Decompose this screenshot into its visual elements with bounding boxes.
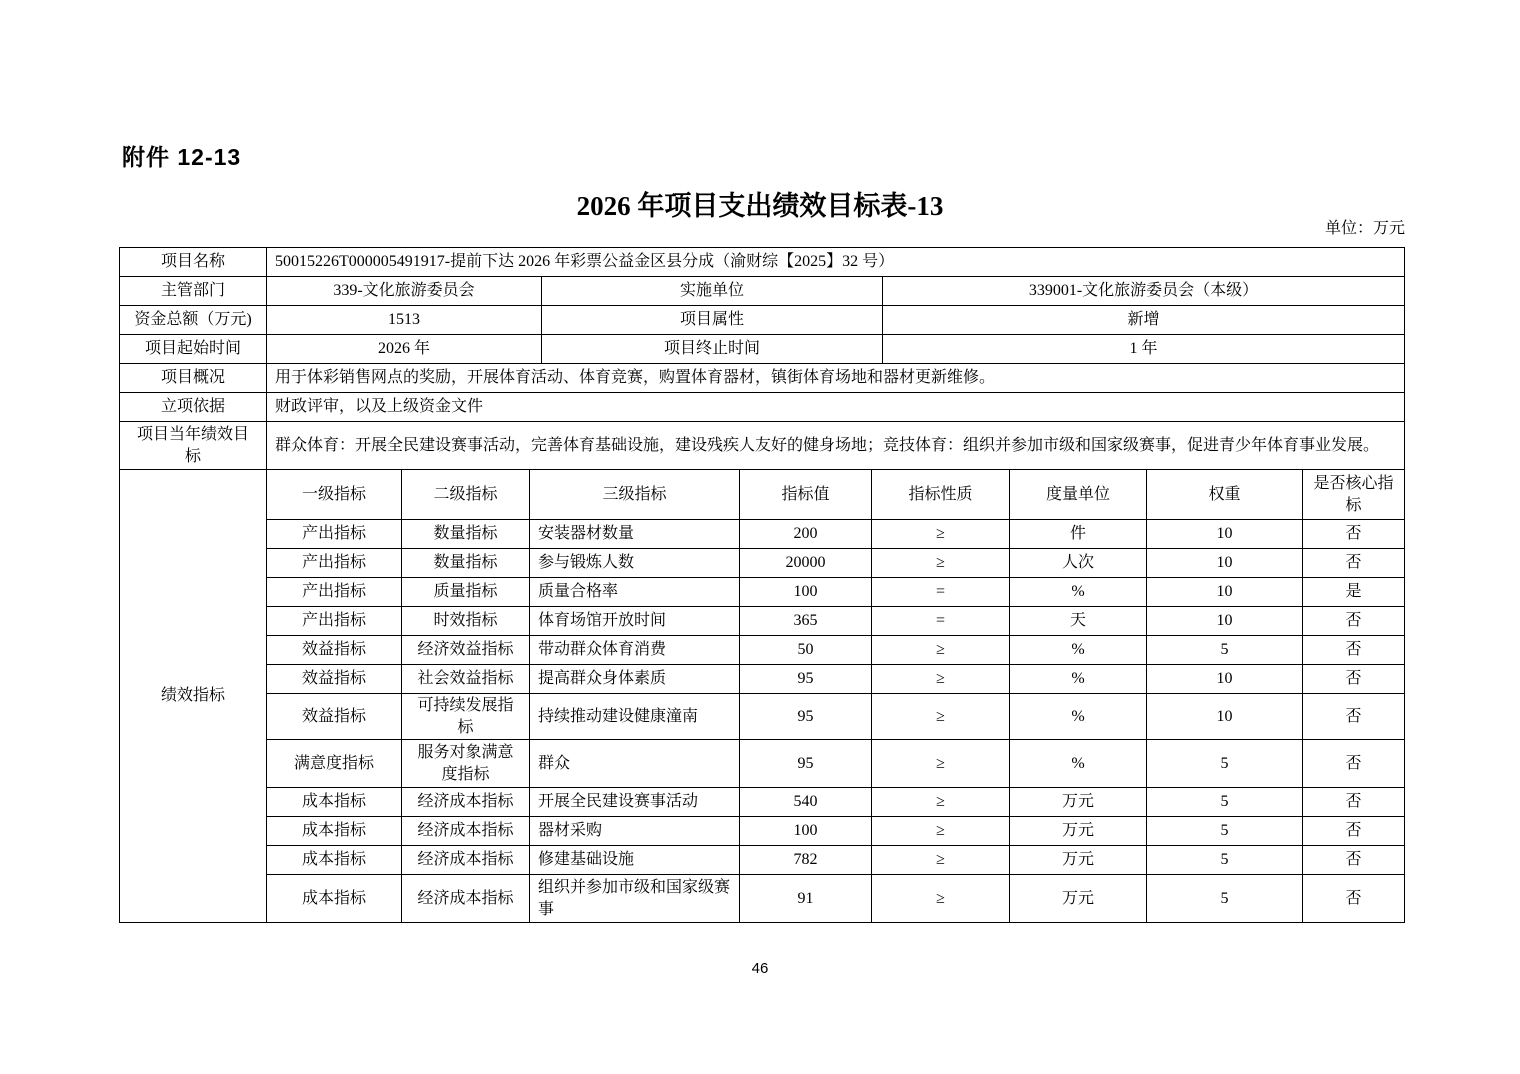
nature-cell: ≥ xyxy=(872,740,1010,788)
core-cell: 否 xyxy=(1303,817,1405,846)
weight-cell: 5 xyxy=(1147,875,1303,923)
value-cell: 540 xyxy=(740,788,872,817)
nature-cell: ≥ xyxy=(872,520,1010,549)
indicator-row xyxy=(120,788,1405,817)
weight-cell: 5 xyxy=(1147,740,1303,788)
level3-cell: 组织并参加市级和国家级赛事 xyxy=(530,875,740,923)
end-time-label: 项目终止时间 xyxy=(542,335,883,364)
nature-cell: ≥ xyxy=(872,846,1010,875)
unit-cell: 万元 xyxy=(1010,846,1147,875)
header-unit: 度量单位 xyxy=(1010,470,1147,520)
level3-cell: 体育场馆开放时间 xyxy=(530,607,740,636)
level2-cell: 社会效益指标 xyxy=(402,665,530,694)
table-row xyxy=(120,364,1405,393)
value-cell: 50 xyxy=(740,636,872,665)
level3-cell: 持续推动建设健康潼南 xyxy=(530,694,740,740)
attribute-value: 新增 xyxy=(883,306,1405,335)
tables-container xyxy=(119,247,1404,923)
level3-cell: 开展全民建设赛事活动 xyxy=(530,788,740,817)
overview-label: 项目概况 xyxy=(120,364,267,393)
level1-cell: 效益指标 xyxy=(267,636,402,665)
value-cell: 91 xyxy=(740,875,872,923)
value-cell: 100 xyxy=(740,578,872,607)
weight-cell: 5 xyxy=(1147,636,1303,665)
unit-cell: 天 xyxy=(1010,607,1147,636)
weight-cell: 10 xyxy=(1147,520,1303,549)
level1-cell: 成本指标 xyxy=(267,788,402,817)
header-level3: 三级指标 xyxy=(530,470,740,520)
unit-cell: % xyxy=(1010,636,1147,665)
indicator-row xyxy=(120,549,1405,578)
nature-cell: = xyxy=(872,578,1010,607)
value-cell: 95 xyxy=(740,694,872,740)
unit-cell: 万元 xyxy=(1010,817,1147,846)
unit-note: 单位：万元 xyxy=(1324,220,1405,237)
nature-cell: ≥ xyxy=(872,788,1010,817)
impl-unit-value: 339001-文化旅游委员会（本级） xyxy=(883,277,1405,306)
attribute-label: 项目属性 xyxy=(542,306,883,335)
core-cell: 否 xyxy=(1303,607,1405,636)
level3-cell: 参与锻炼人数 xyxy=(530,549,740,578)
nature-cell: ≥ xyxy=(872,694,1010,740)
unit-cell: 万元 xyxy=(1010,788,1147,817)
weight-cell: 10 xyxy=(1147,578,1303,607)
level2-cell: 经济成本指标 xyxy=(402,817,530,846)
nature-cell: ≥ xyxy=(872,817,1010,846)
project-name-value: 50015226T000005491917-提前下达 2026 年彩票公益金区县分成（渝财综【2025】32 号） xyxy=(267,248,1405,277)
unit-cell: % xyxy=(1010,740,1147,788)
dept-label: 主管部门 xyxy=(120,277,267,306)
value-cell: 365 xyxy=(740,607,872,636)
indicator-table xyxy=(119,469,1405,923)
level2-cell: 数量指标 xyxy=(402,520,530,549)
indicator-row xyxy=(120,665,1405,694)
level3-cell: 带动群众体育消费 xyxy=(530,636,740,665)
level1-cell: 产出指标 xyxy=(267,549,402,578)
level1-cell: 成本指标 xyxy=(267,817,402,846)
level3-cell: 器材采购 xyxy=(530,817,740,846)
weight-cell: 5 xyxy=(1147,817,1303,846)
value-cell: 782 xyxy=(740,846,872,875)
level1-cell: 产出指标 xyxy=(267,520,402,549)
nature-cell: ≥ xyxy=(872,549,1010,578)
header-weight: 权重 xyxy=(1147,470,1303,520)
end-time-value: 1 年 xyxy=(883,335,1405,364)
value-cell: 20000 xyxy=(740,549,872,578)
level3-cell: 提高群众身体素质 xyxy=(530,665,740,694)
value-cell: 95 xyxy=(740,740,872,788)
impl-unit-label: 实施单位 xyxy=(542,277,883,306)
indicator-row xyxy=(120,694,1405,740)
table-row xyxy=(120,393,1405,422)
level2-cell: 服务对象满意度指标 xyxy=(402,740,530,788)
level1-cell: 产出指标 xyxy=(267,578,402,607)
level3-cell: 修建基础设施 xyxy=(530,846,740,875)
value-cell: 95 xyxy=(740,665,872,694)
weight-cell: 10 xyxy=(1147,665,1303,694)
indicator-row xyxy=(120,875,1405,923)
header-level2: 二级指标 xyxy=(402,470,530,520)
unit-cell: 万元 xyxy=(1010,875,1147,923)
indicator-row xyxy=(120,607,1405,636)
table-row xyxy=(120,277,1405,306)
indicator-header-row xyxy=(120,470,1405,520)
level2-cell: 经济成本指标 xyxy=(402,846,530,875)
unit-cell: % xyxy=(1010,665,1147,694)
table-row xyxy=(120,335,1405,364)
level2-cell: 可持续发展指标 xyxy=(402,694,530,740)
weight-cell: 10 xyxy=(1147,549,1303,578)
indicator-row xyxy=(120,740,1405,788)
level2-cell: 经济成本指标 xyxy=(402,788,530,817)
nature-cell: ≥ xyxy=(872,636,1010,665)
core-cell: 否 xyxy=(1303,788,1405,817)
indicator-row xyxy=(120,520,1405,549)
nature-cell: = xyxy=(872,607,1010,636)
level1-cell: 成本指标 xyxy=(267,846,402,875)
level2-cell: 数量指标 xyxy=(402,549,530,578)
core-cell: 否 xyxy=(1303,740,1405,788)
start-time-value: 2026 年 xyxy=(267,335,542,364)
page-title: 2026 年项目支出绩效目标表-13 xyxy=(576,191,944,221)
overview-value: 用于体彩销售网点的奖励，开展体育活动、体育竞赛，购置体育器材，镇街体育场地和器材更新维修。 xyxy=(267,364,1405,393)
unit-cell: % xyxy=(1010,694,1147,740)
core-cell: 否 xyxy=(1303,875,1405,923)
core-cell: 否 xyxy=(1303,694,1405,740)
indicator-row xyxy=(120,578,1405,607)
level1-cell: 满意度指标 xyxy=(267,740,402,788)
unit-cell: 人次 xyxy=(1010,549,1147,578)
annual-target-label: 项目当年绩效目标 xyxy=(120,422,267,470)
core-cell: 否 xyxy=(1303,665,1405,694)
basis-value: 财政评审，以及上级资金文件 xyxy=(267,393,1405,422)
basis-label: 立项依据 xyxy=(120,393,267,422)
value-cell: 100 xyxy=(740,817,872,846)
weight-cell: 5 xyxy=(1147,788,1303,817)
total-fund-label: 资金总额（万元) xyxy=(120,306,267,335)
nature-cell: ≥ xyxy=(872,875,1010,923)
core-cell: 否 xyxy=(1303,636,1405,665)
level2-cell: 经济效益指标 xyxy=(402,636,530,665)
start-time-label: 项目起始时间 xyxy=(120,335,267,364)
header-core: 是否核心指标 xyxy=(1303,470,1405,520)
core-cell: 是 xyxy=(1303,578,1405,607)
unit-cell: 件 xyxy=(1010,520,1147,549)
attachment-label: 附件 12-13 xyxy=(122,144,242,170)
weight-cell: 5 xyxy=(1147,846,1303,875)
project-info-table xyxy=(119,247,1405,470)
level2-cell: 质量指标 xyxy=(402,578,530,607)
level1-cell: 产出指标 xyxy=(267,607,402,636)
level2-cell: 经济成本指标 xyxy=(402,875,530,923)
indicator-section-label: 绩效指标 xyxy=(120,470,267,923)
level1-cell: 成本指标 xyxy=(267,875,402,923)
nature-cell: ≥ xyxy=(872,665,1010,694)
header-level1: 一级指标 xyxy=(267,470,402,520)
header-nature: 指标性质 xyxy=(872,470,1010,520)
indicator-row xyxy=(120,636,1405,665)
core-cell: 否 xyxy=(1303,549,1405,578)
annual-target-value: 群众体育：开展全民建设赛事活动，完善体育基础设施，建设残疾人友好的健身场地；竞技体育：组织并参加市级和国家级赛事，促进青少年体育事业发展。 xyxy=(267,422,1405,470)
value-cell: 200 xyxy=(740,520,872,549)
table-row xyxy=(120,422,1405,470)
level1-cell: 效益指标 xyxy=(267,665,402,694)
table-row xyxy=(120,306,1405,335)
level3-cell: 群众 xyxy=(530,740,740,788)
weight-cell: 10 xyxy=(1147,607,1303,636)
header-value: 指标值 xyxy=(740,470,872,520)
table-row xyxy=(120,248,1405,277)
level1-cell: 效益指标 xyxy=(267,694,402,740)
level2-cell: 时效指标 xyxy=(402,607,530,636)
indicator-row xyxy=(120,817,1405,846)
total-fund-value: 1513 xyxy=(267,306,542,335)
unit-cell: % xyxy=(1010,578,1147,607)
indicator-row xyxy=(120,846,1405,875)
level3-cell: 安装器材数量 xyxy=(530,520,740,549)
weight-cell: 10 xyxy=(1147,694,1303,740)
dept-value: 339-文化旅游委员会 xyxy=(267,277,542,306)
core-cell: 否 xyxy=(1303,520,1405,549)
level3-cell: 质量合格率 xyxy=(530,578,740,607)
page-number: 46 xyxy=(751,960,769,977)
project-name-label: 项目名称 xyxy=(120,248,267,277)
core-cell: 否 xyxy=(1303,846,1405,875)
